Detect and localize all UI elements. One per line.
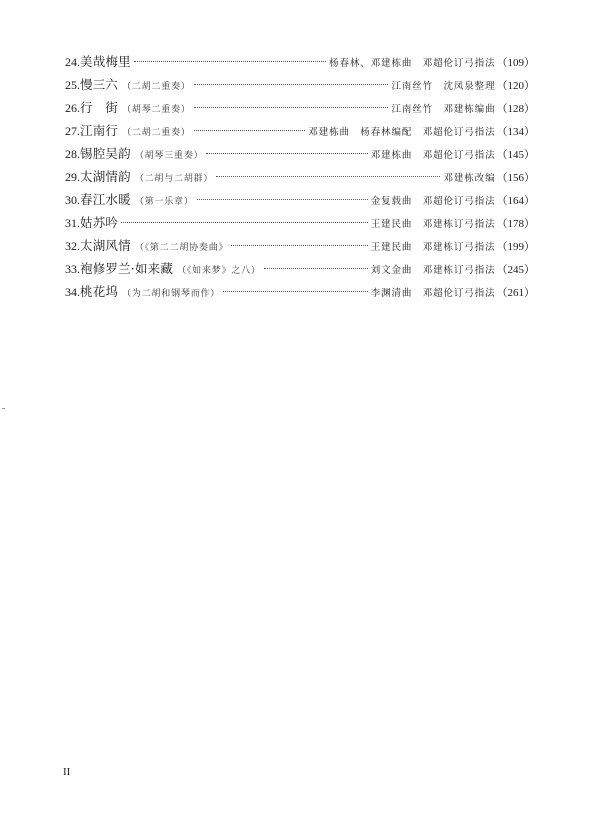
entry-page: （128）	[496, 103, 535, 115]
entry-number: 30.	[65, 193, 80, 207]
entry-page: （178）	[496, 218, 535, 230]
entry-credit: 邓建栋曲 邓超伦订弓指法	[370, 150, 496, 161]
margin-mark	[2, 408, 5, 409]
entry-note: （《如来梦》之八）	[177, 266, 261, 276]
entry-credit: 江南丝竹 沈凤泉整理	[391, 81, 496, 92]
dot-leader	[206, 153, 367, 154]
entry-title: 江南行	[80, 123, 119, 138]
entry-title: 太湖风情	[80, 238, 131, 253]
entry-credit: 杨春林、邓建栋曲 邓超伦订弓指法	[329, 58, 496, 69]
entry-title: 姑苏吟	[80, 215, 119, 230]
entry-page: （261）	[496, 287, 535, 299]
dot-leader	[194, 84, 389, 85]
entry-note: （为二胡和钢琴而作）	[122, 289, 221, 299]
toc-entry[interactable]	[65, 188, 535, 211]
entry-note: （胡琴三重奏）	[134, 151, 204, 161]
toc-entry[interactable]	[65, 96, 535, 119]
entry-note: （胡琴二重奏）	[122, 105, 191, 115]
entry-number: 28.	[65, 147, 80, 161]
toc-entry[interactable]	[65, 50, 535, 73]
toc-entry[interactable]	[65, 142, 535, 165]
entry-page: （164）	[496, 195, 535, 207]
entry-credit: 李渊清曲 邓超伦订弓指法	[370, 288, 496, 299]
entry-title: 桃花坞	[80, 284, 119, 299]
entry-credit: 邓建栋曲 杨春林编配 邓超伦订弓指法	[308, 127, 496, 138]
table-of-contents	[65, 50, 535, 303]
entry-number: 29.	[65, 170, 80, 184]
page-number: II	[63, 766, 71, 778]
dot-leader	[134, 61, 326, 62]
entry-number: 34.	[65, 285, 80, 299]
entry-title: 太湖情韵	[80, 169, 131, 184]
entry-number: 25.	[65, 78, 80, 92]
dot-leader	[264, 268, 368, 269]
entry-page: （199）	[496, 241, 535, 253]
entry-title: 慢三六	[80, 77, 119, 92]
entry-note: （二胡二重奏）	[122, 82, 191, 92]
toc-entry[interactable]	[65, 73, 535, 96]
entry-number: 26.	[65, 101, 80, 115]
entry-number: 32.	[65, 239, 80, 253]
entry-number: 27.	[65, 124, 80, 138]
dot-leader	[197, 199, 368, 200]
entry-title: 袍修罗兰·如来藏	[80, 261, 174, 276]
entry-credit: 邓建栋改编	[443, 173, 496, 184]
toc-entry[interactable]	[65, 234, 535, 257]
toc-entry[interactable]	[65, 257, 535, 280]
entry-note: （二胡与二胡群）	[134, 174, 214, 184]
entry-credit: 江南丝竹 邓建栋编曲	[391, 104, 496, 115]
entry-title: 锡腔吴韵	[80, 146, 131, 161]
dot-leader	[121, 222, 368, 223]
entry-page: （245）	[496, 264, 535, 276]
entry-credit: 王建民曲 邓建栋订弓指法	[370, 242, 496, 253]
entry-page: （109）	[496, 57, 535, 69]
entry-page: （134）	[496, 126, 535, 138]
dot-leader	[231, 245, 367, 246]
dot-leader	[194, 130, 306, 131]
entry-title: 春江水暖	[80, 192, 131, 207]
entry-page: （120）	[496, 80, 535, 92]
toc-entry[interactable]	[65, 119, 535, 142]
toc-entry[interactable]	[65, 165, 535, 188]
entry-note: （二胡二重奏）	[122, 128, 191, 138]
entry-credit: 刘文金曲 邓建栋订弓指法	[370, 265, 496, 276]
entry-note: （《第二二胡协奏曲》	[134, 243, 229, 253]
dot-leader	[194, 107, 389, 108]
entry-number: 33.	[65, 262, 80, 276]
dot-leader	[223, 291, 368, 292]
entry-title: 美哉梅里	[80, 54, 131, 69]
entry-page: （156）	[496, 172, 535, 184]
entry-note: （第一乐章）	[134, 197, 194, 207]
entry-credit: 金复载曲 邓超伦订弓指法	[370, 196, 496, 207]
dot-leader	[216, 176, 440, 177]
entry-number: 31.	[65, 216, 80, 230]
toc-entry[interactable]	[65, 280, 535, 303]
entry-number: 24.	[65, 55, 80, 69]
entry-page: （145）	[496, 149, 535, 161]
toc-entry[interactable]	[65, 211, 535, 234]
entry-title: 行 街	[80, 100, 119, 115]
entry-credit: 王建民曲 邓建栋订弓指法	[370, 219, 496, 230]
